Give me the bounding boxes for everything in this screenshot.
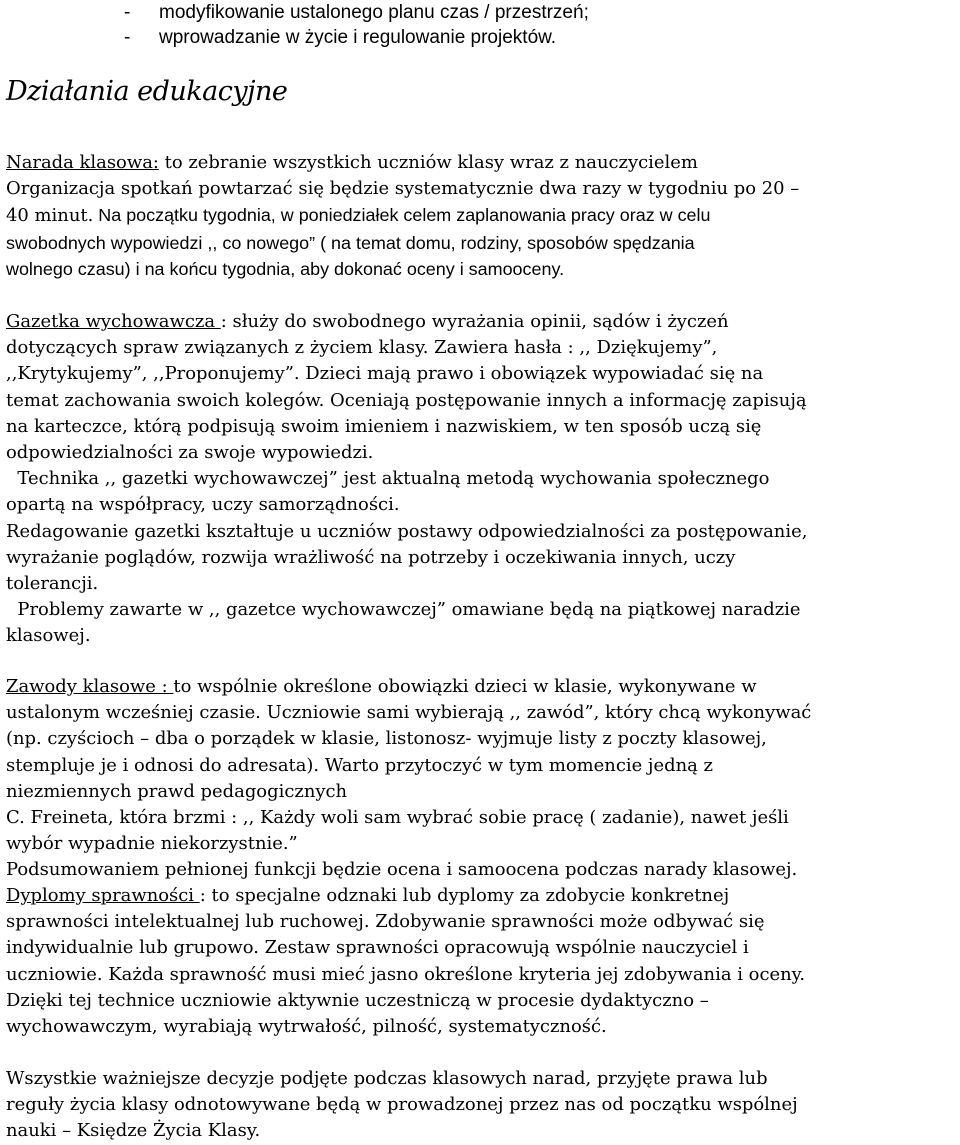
text-line — [6, 150, 958, 176]
dyplomy-term: Dyplomy sprawności — [6, 885, 200, 906]
gazetka-definition: : służy do swobodnego wyrażania opinii, sądów i życzeń — [220, 311, 729, 332]
text-line: temat zachowania swoich kolegów. Oceniają postępowanie innych a informację zapisują — [6, 389, 807, 411]
text-line: nauki – Księdze Życia Klasy. — [6, 1120, 261, 1142]
text-line: uczniowie. Każda sprawność musi mieć jasno określone kryteria jej zdobywania i oceny. — [6, 963, 806, 985]
text-line: swobodnych wypowiedzi ,, co nowego” ( na temat domu, rodziny, sposobów spędzania — [6, 232, 695, 253]
final-paragraph — [6, 1066, 958, 1145]
narada-paragraph — [6, 150, 958, 282]
text-line: opartą na współpracy, uczy samorządności. — [6, 494, 400, 516]
dyplomy-definition: : to specjalne odznaki lub dyplomy za zdobycie konkretnej — [199, 885, 730, 906]
text-line: reguły życia klasy odnotowywane będą w prowadzonej przez nas od początku wspólnej — [6, 1094, 798, 1116]
text-line — [6, 202, 958, 229]
text-line — [6, 883, 958, 909]
text-segment-sans: Na początku tygodnia, w poniedziałek celem zaplanowania pracy oraz w celu — [93, 205, 711, 226]
text-line: na karteczce, którą podpisują swoim imieniem i nazwiskiem, w ten sposób uczą się — [6, 415, 762, 437]
text-line: klasowej. — [6, 625, 91, 647]
text-line: ,,Krytykujemy”, ,,Proponujemy”. Dzieci mają prawo i obowiązek wypowiadać się na — [6, 363, 764, 385]
text-line: wyrażanie poglądów, rozwija wrażliwość na potrzeby i oczekiwania innych, uczy — [6, 546, 736, 568]
narada-term: Narada klasowa: — [6, 152, 159, 173]
text-line: tolerancji. — [6, 573, 99, 595]
dyplomy-paragraph — [6, 883, 958, 1040]
list-item — [124, 25, 589, 50]
text-line: Podsumowaniem pełnionej funkcji będzie ocena i samoocena podczas narady klasowej. — [6, 859, 798, 881]
zawody-definition: to wspólnie określone obowiązki dzieci w klasie, wykonywane w — [173, 676, 757, 697]
text-line: wychowawczym, wyrabiają wytrwałość, pilność, systematyczność. — [6, 1016, 607, 1038]
gazetka-term: Gazetka wychowawcza — [6, 311, 221, 332]
text-line: sprawności intelektualnej lub ruchowej. Zdobywanie sprawności może odbywać się — [6, 911, 765, 933]
zawody-paragraph — [6, 674, 958, 884]
zawody-term: Zawody klasowe : — [6, 676, 174, 697]
text-line — [6, 309, 958, 335]
list-item — [124, 0, 589, 25]
list-item-text: modyfikowanie ustalonego planu czas / przestrzeń; — [159, 2, 589, 23]
text-line: ustalonym wcześniej czasie. Uczniowie sami wybierają ,, zawód”, który chcą wykonywać — [6, 702, 812, 724]
list-item-text: wprowadzanie w życie i regulowanie projektów. — [159, 27, 557, 48]
text-line: Wszystkie ważniejsze decyzje podjęte podczas klasowych narad, przyjęte prawa lub — [6, 1068, 768, 1089]
text-segment: 40 minut. — [6, 205, 94, 227]
text-line: (np. czyścioch – dba o porządek w klasie, listonosz- wyjmuje listy z poczty klasowej, — [6, 728, 767, 750]
text-line: Technika ,, gazetki wychowawczej” jest aktualną metodą wychowania społecznego — [6, 468, 770, 490]
text-line: wybór wypadnie niekorzystnie.” — [6, 833, 298, 855]
text-line: dotyczących spraw związanych z życiem klasy. Zawiera hasła : ,, Dziękujemy”, — [6, 337, 718, 359]
text-line: C. Freineta, która brzmi : ,, Każdy woli sam wybrać sobie pracę ( zadanie), nawet jeśli — [6, 807, 789, 829]
narada-definition: to zebranie wszystkich uczniów klasy wraz z nauczycielem — [158, 152, 698, 173]
bullet-list — [124, 0, 589, 50]
list-dash: - — [124, 2, 131, 23]
list-dash: - — [124, 27, 131, 48]
gazetka-paragraph — [6, 309, 958, 650]
text-line: stempluje je i odnosi do adresata). Warto przytoczyć w tym momencie jedną z — [6, 754, 713, 776]
text-line — [6, 674, 958, 700]
text-line: Organizacja spotkań powtarzać się będzie systematycznie dwa razy w tygodniu po 20 – — [6, 178, 800, 200]
text-line: Problemy zawarte w ,, gazetce wychowawczej” omawiane będą na piątkowej naradzie — [6, 599, 801, 621]
text-line: Dzięki tej technice uczniowie aktywnie uczestniczą w procesie dydaktyczno – — [6, 989, 709, 1011]
text-line: wolnego czasu) i na końcu tygodnia, aby dokonać oceny i samooceny. — [6, 258, 565, 279]
section-heading: Działania edukacyjne — [6, 76, 288, 107]
text-line: indywidualnie lub grupowo. Zestaw sprawności opracowują wspólnie nauczyciel i — [6, 937, 749, 959]
text-line: odpowiedzialności za swoje wypowiedzi. — [6, 442, 374, 464]
text-line: niezmiennych prawd pedagogicznych — [6, 780, 348, 802]
text-line: Redagowanie gazetki kształtuje u uczniów postawy odpowiedzialności za postępowanie, — [6, 520, 808, 542]
